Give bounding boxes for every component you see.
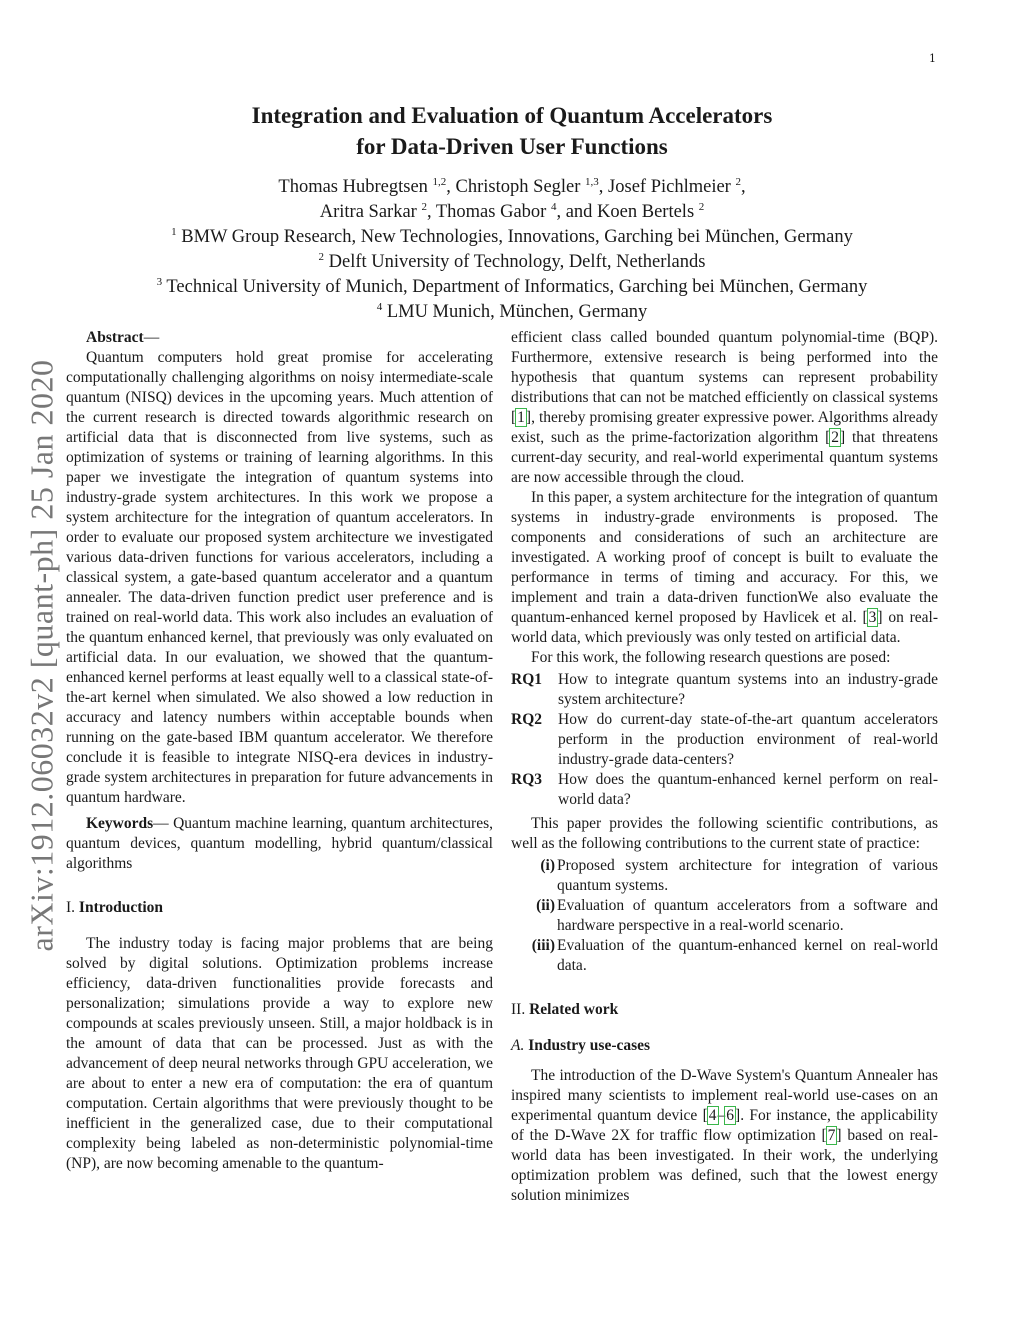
author-line-1 — [0, 172, 1024, 197]
affiliation-text: LMU Munich, München, Germany — [386, 302, 648, 322]
contribution-item — [511, 936, 938, 976]
abstract-dash: — — [143, 329, 160, 346]
paper-title-line-2: for Data-Driven User Functions — [356, 134, 668, 159]
author-affil-sup: 2 — [421, 201, 427, 213]
contributions-list — [511, 856, 938, 976]
section-number: I. — [66, 899, 76, 916]
paragraph-text: . For instance, the applicability of the D-Wave 2X for traffic flow optimization — [511, 1107, 938, 1144]
affiliation-sup: 4 — [376, 301, 383, 313]
rq-label: RQ1 — [511, 671, 542, 688]
intro-paragraph-1: The industry today is facing major problems that are being solved by digital solutions. Optimization problems increase efficiency, data-driven functionalities provide forecasts and personalization; simulations provide a way to explore new compounds at scales previously unseen. Still, a major holdback is in the amount of data that can be processed. Just as with the advancement of deep neural networks through GPU acceleration, we are about to enter a new era of computation: the era of quantum computation. Certain algorithms that were previously thought to be inefficient in the generalized case, due to their computational complexity being labeled as non-deterministic polynomial-time (NP), are now becoming amenable to the quantum- — [66, 935, 493, 1172]
related-work-paragraph-1: The introduction of the D-Wave System's Quantum Annealer has inspired many scientists to implement real-world use-cases on an experimental quantum device [4–6]. For instance, the applicability of the D-Wave 2X for traffic flow optimization [7] based on real-world data has been investigated. In their work, the underlying optimization problem was defined, such that the lowest energy solution minimizes — [511, 1067, 938, 1204]
citation-link[interactable]: 2 — [831, 429, 840, 446]
paragraph-text: The introduction of the D-Wave System's Quantum Annealer has inspired many scientists to implement real-world use-cases on an experimental quantum device — [511, 1067, 938, 1124]
affiliation-text: BMW Group Research, New Technologies, Innovations, Garching bei München, Germany — [181, 227, 853, 247]
research-questions-intro: For this work, the following research questions are posed: — [531, 649, 891, 666]
author-affil-sup: 2 — [698, 201, 705, 213]
left-column — [66, 328, 493, 1174]
page-number: 1 — [929, 52, 936, 65]
paragraph-text: efficient class called bounded quantum polynomial-time (BQP). Furthermore, extensive research is being performed into the hypothesis that quantum systems can represent probability distributions that can not be matched efficiently on classical systems — [511, 329, 938, 406]
author-name: , Josef Pichlmeier — [598, 177, 731, 197]
contribution-item — [511, 896, 938, 936]
arxiv-identifier-stamp — [22, 345, 62, 965]
affiliation-4 — [0, 297, 1024, 322]
rq-text: How does the quantum-enhanced kernel perform on real-world data? — [558, 771, 938, 808]
research-question — [511, 770, 938, 810]
author-affil-sup: 2 — [735, 176, 741, 188]
section-title: Introduction — [78, 899, 164, 916]
contribution-label: (i) — [540, 857, 555, 874]
citation-range-dash: – — [717, 1107, 726, 1124]
author-name: , and Koen Bertels — [556, 202, 695, 222]
contribution-label: (ii) — [536, 897, 555, 914]
subsection-heading-industry-use-cases — [511, 1036, 938, 1056]
affiliation-sup: 3 — [156, 276, 163, 288]
paragraph-text: that threatens current-day security, and real-world experimental quantum systems are now accessible through the cloud. — [511, 429, 938, 486]
author-block — [0, 172, 1024, 322]
keywords-dash: — — [153, 815, 169, 832]
intro-paragraph-1-continued: efficient class called bounded quantum polynomial-time (BQP). Furthermore, extensive research is being performed into the hypothesis that quantum systems can represent probability distributions that can not be matched efficiently on classical systems [1], thereby promising greater expressive power. Algorithms already exist, such as the prime-factorization algorithm [2] that threatens current-day security, and real-world experimental quantum systems are now accessible through the cloud. — [511, 329, 938, 486]
subsection-letter: A. — [511, 1037, 525, 1054]
author-name: Thomas Hubregtsen — [278, 177, 428, 197]
paragraph-text: based on real-world data has been investigated. In their work, the underlying optimization problem was defined, such that the lowest energy solution minimizes — [511, 1127, 938, 1204]
research-question — [511, 670, 938, 710]
keywords — [66, 814, 493, 874]
research-questions-list — [511, 670, 938, 810]
affiliation-text: Technical University of Munich, Department of Informatics, Garching bei München, Germany — [166, 277, 868, 297]
citation-link[interactable]: 6 — [726, 1107, 735, 1124]
affiliation-1 — [0, 222, 1024, 247]
rq-label: RQ3 — [511, 771, 542, 788]
paragraph-text: In this paper, a system architecture for the integration of quantum systems in industry-grade environments is proposed. The components and considerations of such an architecture are investigated. A working proof of concept is built to evaluate the performance in terms of timing and accuracy. For this, we implement and train a data-driven functionWe also evaluate the quantum-enhanced kernel proposed by Havlicek et al. — [511, 489, 938, 626]
contribution-text: Proposed system architecture for integration of various quantum systems. — [557, 857, 938, 894]
author-name: , Christoph Segler — [446, 177, 581, 197]
author-affil-sup: 1,2 — [432, 176, 447, 188]
contribution-label: (iii) — [531, 937, 555, 954]
author-name: , Thomas Gabor — [426, 202, 547, 222]
citation-link[interactable]: 3 — [868, 609, 877, 626]
author-affil-sup: 1,3 — [585, 176, 599, 188]
keywords-text: Quantum machine learning, quantum architectures, quantum devices, quantum modelling, hybrid quantum/classical algorithms — [66, 815, 493, 872]
affiliation-2 — [0, 247, 1024, 272]
rq-text: How do current-day state-of-the-art quantum accelerators perform in the production environment of real-world industry-grade data-centers? — [558, 711, 938, 768]
author-line-2 — [0, 197, 1024, 222]
author-affil-sup: 4 — [550, 201, 557, 213]
section-number: II. — [511, 1001, 526, 1018]
arxiv-stamp-text: arXiv:1912.06032v2 [quant-ph] 25 Jan 2020 — [23, 359, 60, 951]
affiliation-sup: 1 — [171, 226, 177, 238]
section-heading-introduction — [66, 898, 493, 918]
paragraph-text: , thereby promising greater expressive power. Algorithms already exist, such as the prime-factorization algorithm — [511, 409, 938, 446]
section-heading-related-work — [511, 1000, 938, 1020]
contribution-item — [511, 856, 938, 896]
abstract-label: Abstract — [86, 329, 144, 346]
affiliation-3 — [0, 272, 1024, 297]
research-question — [511, 710, 938, 770]
keywords-label: Keywords — [86, 815, 154, 832]
citation-link[interactable]: 4 — [708, 1107, 717, 1124]
abstract-heading — [66, 328, 493, 348]
contributions-intro: This paper provides the following scientific contributions, as well as the following contributions to the current state of practice: — [511, 815, 938, 852]
author-name: Aritra Sarkar — [319, 202, 417, 222]
citation-link[interactable]: 7 — [827, 1127, 836, 1144]
intro-paragraph-2: In this paper, a system architecture for the integration of quantum systems in industry-grade environments is proposed. The components and considerations of such an architecture are investigated. A working proof of concept is built to evaluate the performance in terms of timing and accuracy. For this, we implement and train a data-driven functionWe also evaluate the quantum-enhanced kernel proposed by Havlicek et al. [3] on real-world data, which previously was only tested on artificial data. — [511, 489, 939, 646]
contribution-text: Evaluation of quantum accelerators from a software and hardware perspective in a real-world scenario. — [557, 897, 938, 934]
paper-title-line-1: Integration and Evaluation of Quantum Accelerators — [251, 103, 773, 128]
paper-header — [0, 100, 1024, 322]
author-separator: , — [740, 177, 746, 197]
rq-label: RQ2 — [511, 711, 542, 728]
abstract-text: Quantum computers hold great promise for accelerating computationally challenging algorithms on noisy intermediate-scale quantum (NISQ) devices in the upcoming years. Much attention of the current research is directed towards algorithmic research on artificial data that is disconnected from live systems, such as optimization of systems or training of learning algorithms. In this paper we investigate the integration of quantum systems into industry-grade system architectures. In this work we propose a system architecture for the integration of quantum accelerators. In order to evaluate our proposed system architecture we investigated various data-driven functions for various accelerators, including a classical system, a gate-based quantum accelerator and a quantum annealer. The data-driven function predict user preference and is trained on real-world data. This work also includes an evaluation of the quantum enhanced kernel, that previously was only evaluated on artificial data. In our evaluation, we showed that the quantum-enhanced kernel performs at least equally well to a classical state-of-the-art kernel when simulated. We also showed a low reduction in accuracy and latency numbers within acceptable bounds when running on the gate-based IBM quantum accelerator. We therefore conclude it is feasible to integrate NISQ-era devices in industry-grade system architectures in preparation for future advancements in quantum hardware. — [66, 349, 493, 806]
right-column — [511, 328, 938, 1206]
rq-text: How to integrate quantum systems into an industry-grade system architecture? — [558, 671, 938, 708]
affiliation-sup: 2 — [318, 251, 325, 263]
section-title: Related work — [529, 1001, 619, 1018]
affiliation-text: Delft University of Technology, Delft, Netherlands — [328, 252, 706, 272]
paragraph-text: on real-world data, which previously was only tested on artificial data. — [511, 609, 939, 646]
subsection-title: Industry use-cases — [528, 1037, 651, 1054]
contribution-text: Evaluation of the quantum-enhanced kernel on real-world data. — [557, 937, 938, 974]
citation-link[interactable]: 1 — [517, 409, 525, 426]
